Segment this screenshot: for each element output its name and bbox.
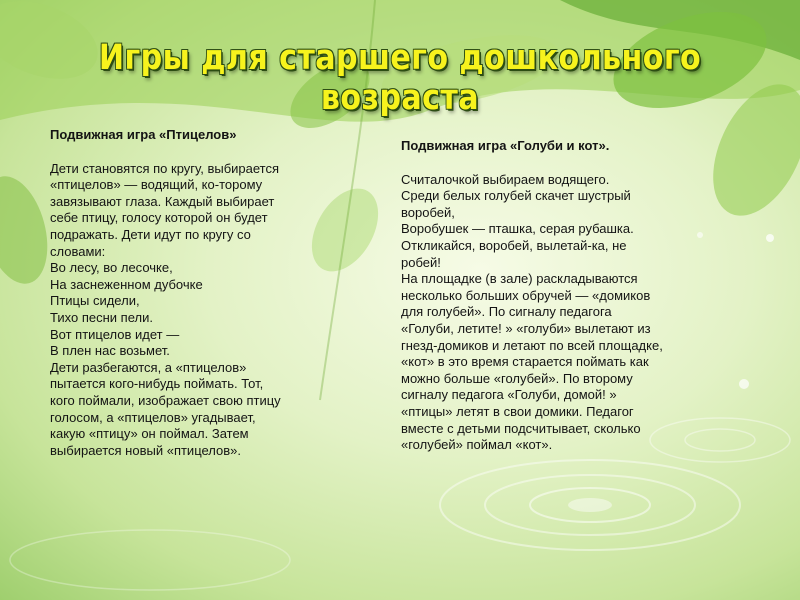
left-line: выбирается новый «птицелов». bbox=[50, 442, 242, 458]
left-line: Во лесу, во лесочке, bbox=[50, 260, 173, 276]
left-line: подражать. Дети идут по кругу со bbox=[50, 226, 251, 242]
left-line: себе птицу, голосу которой он будет bbox=[50, 210, 268, 226]
right-line: несколько больших обручей — «домиков bbox=[401, 287, 651, 303]
right-line: «Голуби, летите! » «голуби» вылетают из bbox=[401, 320, 651, 336]
left-line: Тихо песни пели. bbox=[50, 309, 153, 325]
left-line: Птицы сидели, bbox=[50, 293, 140, 309]
right-line: робей! bbox=[401, 254, 441, 270]
left-line: Вот птицелов идет — bbox=[50, 326, 180, 342]
right-heading: Подвижная игра «Голуби и кот». bbox=[401, 138, 610, 153]
right-line: воробей, bbox=[401, 204, 455, 220]
left-line: голосом, а «птицелов» угадывает, bbox=[50, 409, 256, 425]
right-line: сигналу педагога «Голуби, домой! » bbox=[401, 387, 617, 403]
right-line: вместе с детьми подсчитывает, сколько bbox=[401, 420, 641, 436]
left-line: словами: bbox=[50, 243, 106, 259]
left-column bbox=[50, 127, 281, 459]
left-line: В плен нас возьмет. bbox=[50, 343, 170, 359]
right-line: для голубей». По сигналу педагога bbox=[401, 304, 612, 320]
left-line: «птицелов» — водящий, ко-торому bbox=[50, 177, 263, 193]
left-line: кого поймали, изображает свою птицу bbox=[50, 392, 281, 408]
left-line: Дети становятся по кругу, выбирается bbox=[50, 160, 280, 176]
right-line: гнезд-домиков и летают по всей площадке, bbox=[401, 337, 663, 353]
right-line: «птицы» летят в свои домики. Педагог bbox=[401, 403, 634, 419]
left-line: На заснеженном дубочке bbox=[50, 276, 203, 292]
right-line: Среди белых голубей скачет шустрый bbox=[401, 188, 631, 204]
left-heading: Подвижная игра «Птицелов» bbox=[50, 127, 237, 142]
right-line: «голубей» поймал «кот». bbox=[401, 437, 553, 453]
right-line: Считалочкой выбираем водящего. bbox=[401, 171, 610, 187]
left-line: пытается кого-нибудь поймать. Тот, bbox=[50, 376, 264, 392]
right-line: можно больше «голубей». По второму bbox=[401, 370, 633, 386]
right-line: «кот» в это время старается поймать как bbox=[401, 354, 649, 370]
right-line: Воробушек — пташка, серая рубашка. bbox=[401, 221, 634, 237]
left-line: Дети разбегаются, а «птицелов» bbox=[50, 359, 247, 375]
slide-title: Игры для старшего дошкольного возраста bbox=[98, 38, 702, 118]
left-line: какую «птицу» он поймал. Затем bbox=[50, 426, 249, 442]
left-line: завязывают глаза. Каждый выбирает bbox=[50, 193, 275, 209]
right-line: Откликайся, воробей, вылетай-ка, не bbox=[401, 237, 627, 253]
right-column bbox=[401, 138, 663, 454]
right-line: На площадке (в зале) раскладываются bbox=[401, 271, 638, 287]
